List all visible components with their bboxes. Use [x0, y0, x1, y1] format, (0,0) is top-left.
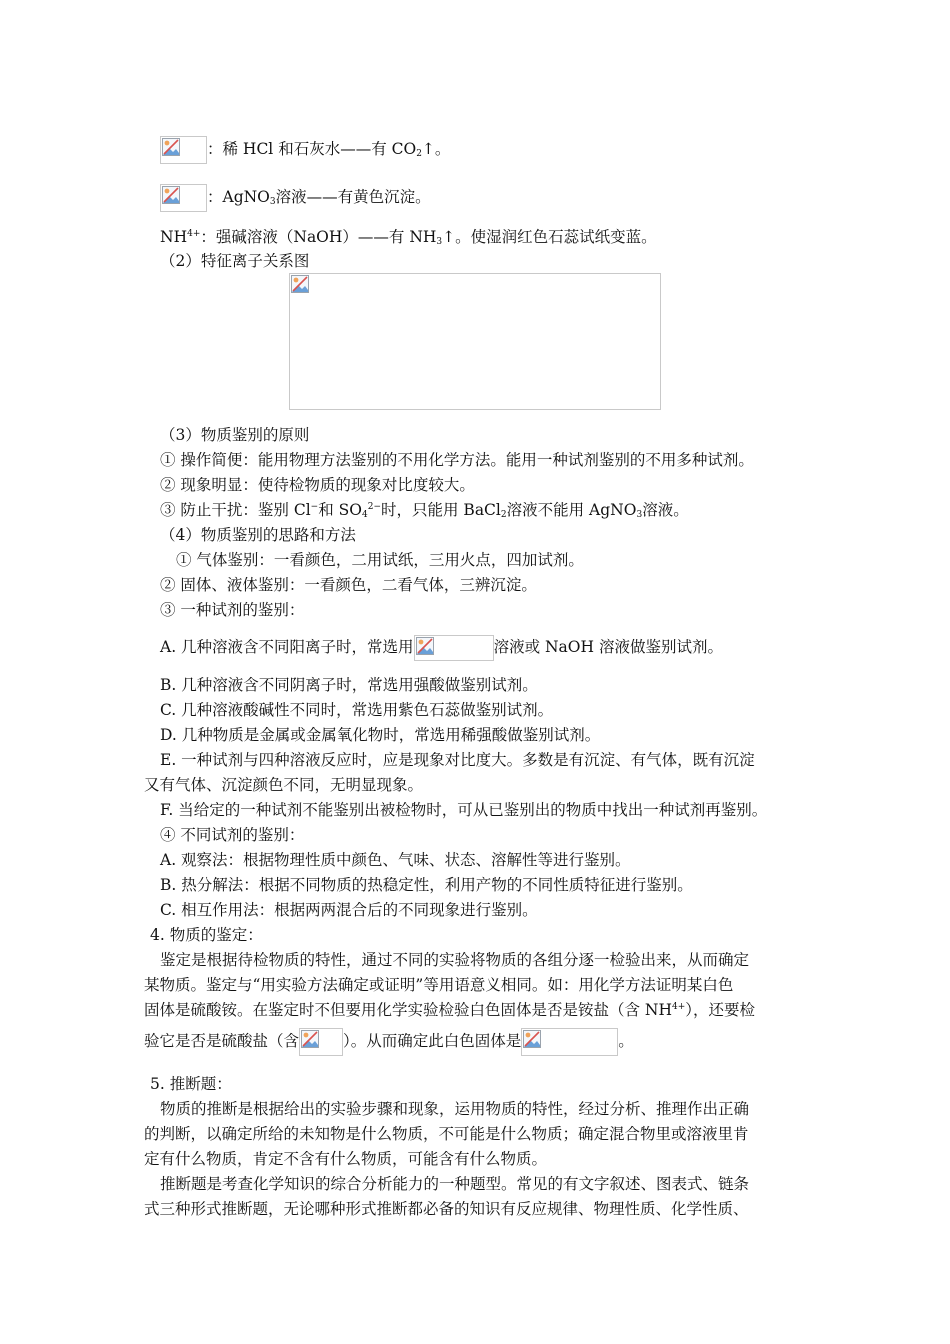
item-d1: D. 几种物质是金属或金属氧化物时，常选用稀强酸做鉴别试剂。 — [160, 726, 601, 744]
broken-image-placeholder — [521, 1028, 618, 1056]
text: ↑。使湿润红色石蕊试纸变蓝。 — [442, 228, 657, 246]
item-b2: B. 热分解法：根据不同物质的热稳定性，利用产物的不同性质特征进行鉴别。 — [160, 876, 693, 894]
broken-image-icon — [301, 1030, 319, 1048]
text: 溶液不能用 AgNO — [506, 501, 637, 519]
subscript: 2 — [416, 149, 422, 159]
superscript: − — [310, 502, 319, 512]
method-solid-liquid: ② 固体、液体鉴别：一看颜色，二看气体，三辨沉淀。 — [160, 576, 537, 594]
method-one-reagent: ③ 一种试剂的鉴别： — [160, 601, 305, 619]
subscript: 4 — [361, 510, 368, 520]
para-6-line-1: 推断题是考查化学知识的综合分析能力的一种题型。常见的有文字叙述、图表式、链条 — [160, 1175, 750, 1193]
para-5-line-2: 的判断，以确定所给的未知物是什么物质，不可能是什么物质；确定混合物里或溶液里肯 — [144, 1125, 749, 1143]
section-4-heading: 4. 物质的鉴定： — [150, 926, 263, 944]
line-ammonium — [160, 226, 657, 248]
text: ：稀 HCl 和石灰水——有 CO — [207, 140, 417, 158]
broken-image-icon — [162, 186, 180, 204]
broken-image-icon — [523, 1030, 541, 1048]
broken-image-placeholder — [160, 136, 207, 164]
ion-relation-diagram — [289, 273, 661, 410]
item-b1: B. 几种溶液含不同阴离子时，常选用强酸做鉴别试剂。 — [160, 676, 538, 694]
item-e2: 又有气体、沉淀颜色不同，无明显现象。 — [144, 776, 424, 794]
item-c2: C. 相互作用法：根据两两混合后的不同现象进行鉴别。 — [160, 901, 538, 919]
text: ：AgNO — [207, 188, 270, 206]
text: NH — [160, 228, 188, 246]
text: 时，只能用 BaCl — [381, 501, 501, 519]
superscript: 2− — [367, 502, 381, 512]
method-different-reagents: ④ 不同试剂的鉴别： — [160, 826, 305, 844]
superscript: 4+ — [672, 1002, 686, 1012]
para-4-line-1: 鉴定是根据待检物质的特性，通过不同的实验将物质的各组分逐一检验出来，从而确定 — [160, 951, 750, 969]
text: A. 几种溶液含不同阳离子时，常选用 — [160, 638, 414, 656]
broken-image-placeholder — [160, 184, 207, 212]
broken-image-icon — [291, 275, 309, 293]
superscript: 4+ — [187, 229, 201, 239]
heading-4: （4）物质鉴别的思路和方法 — [160, 526, 356, 544]
text: 和 SO — [318, 501, 362, 519]
principle-1: ① 操作简便：能用物理方法鉴别的不用化学方法。能用一种试剂鉴别的不用多种试剂。 — [160, 451, 754, 469]
item-c1: C. 几种溶液酸碱性不同时，常选用紫色石蕊做鉴别试剂。 — [160, 701, 554, 719]
broken-image-icon — [416, 637, 434, 655]
item-a1 — [160, 635, 723, 661]
subscript: 3 — [636, 510, 643, 520]
text: 溶液。 — [642, 501, 689, 519]
subscript: 2 — [500, 510, 507, 520]
text: ），还要检 — [685, 1001, 756, 1019]
line-iodide — [160, 184, 431, 212]
broken-image-icon — [162, 138, 180, 156]
item-a2: A. 观察法：根据物理性质中颜色、气味、状态、溶解性等进行鉴别。 — [160, 851, 631, 869]
text: 溶液或 NaOH 溶液做鉴别试剂。 — [493, 638, 723, 656]
text: ③ 防止干扰：鉴别 Cl — [160, 501, 311, 519]
para-6-line-2: 式三种形式推断题，无论哪种形式推断都必备的知识有反应规律、物理性质、化学性质、 — [144, 1200, 749, 1218]
para-5-line-3: 定有什么物质，肯定不含有什么物质，可能含有什么物质。 — [144, 1150, 548, 1168]
text: ）。从而确定此白色固体是 — [343, 1032, 522, 1050]
principle-3 — [160, 499, 689, 521]
para-4-line-4 — [144, 1028, 634, 1056]
text: ：强碱溶液（NaOH）——有 NH — [200, 228, 437, 246]
para-5-line-1: 物质的推断是根据给出的实验步骤和现象，运用物质的特性，经过分析、推理作出正确 — [160, 1100, 750, 1118]
item-f1: F. 当给定的一种试剂不能鉴别出被检物时，可从已鉴别出的物质中找出一种试剂再鉴别。 — [160, 801, 768, 819]
broken-image-placeholder — [299, 1028, 343, 1056]
para-4-line-2: 某物质。鉴定与“用实验方法确定或证明”等用语意义相同。如：用化学方法证明某白色 — [144, 976, 734, 994]
text: 固体是硫酸铵。在鉴定时不但要用化学实验检验白色固体是否是铵盐（含 NH — [144, 1001, 673, 1019]
section-5-heading: 5. 推断题： — [150, 1075, 232, 1093]
method-gas: ① 气体鉴别：一看颜色，二用试纸，三用火点，四加试剂。 — [176, 551, 584, 569]
para-4-line-3 — [144, 999, 755, 1021]
text: 。 — [618, 1032, 634, 1050]
principle-2: ② 现象明显：使待检物质的现象对比度较大。 — [160, 476, 475, 494]
broken-image-placeholder — [414, 635, 494, 661]
item-e1: E. 一种试剂与四种溶液反应时，应是现象对比度大。多数是有沉淀、有气体，既有沉淀 — [160, 751, 755, 769]
heading-3: （3）物质鉴别的原则 — [160, 426, 310, 444]
heading-2: （2）特征离子关系图 — [160, 252, 310, 270]
subscript: 3 — [436, 237, 443, 247]
subscript: 3 — [269, 197, 276, 207]
line-carbonate — [160, 136, 450, 164]
text: ↑。 — [421, 140, 451, 158]
text: 溶液——有黄色沉淀。 — [275, 188, 431, 206]
text: 验它是否是硫酸盐（含 — [144, 1032, 300, 1050]
